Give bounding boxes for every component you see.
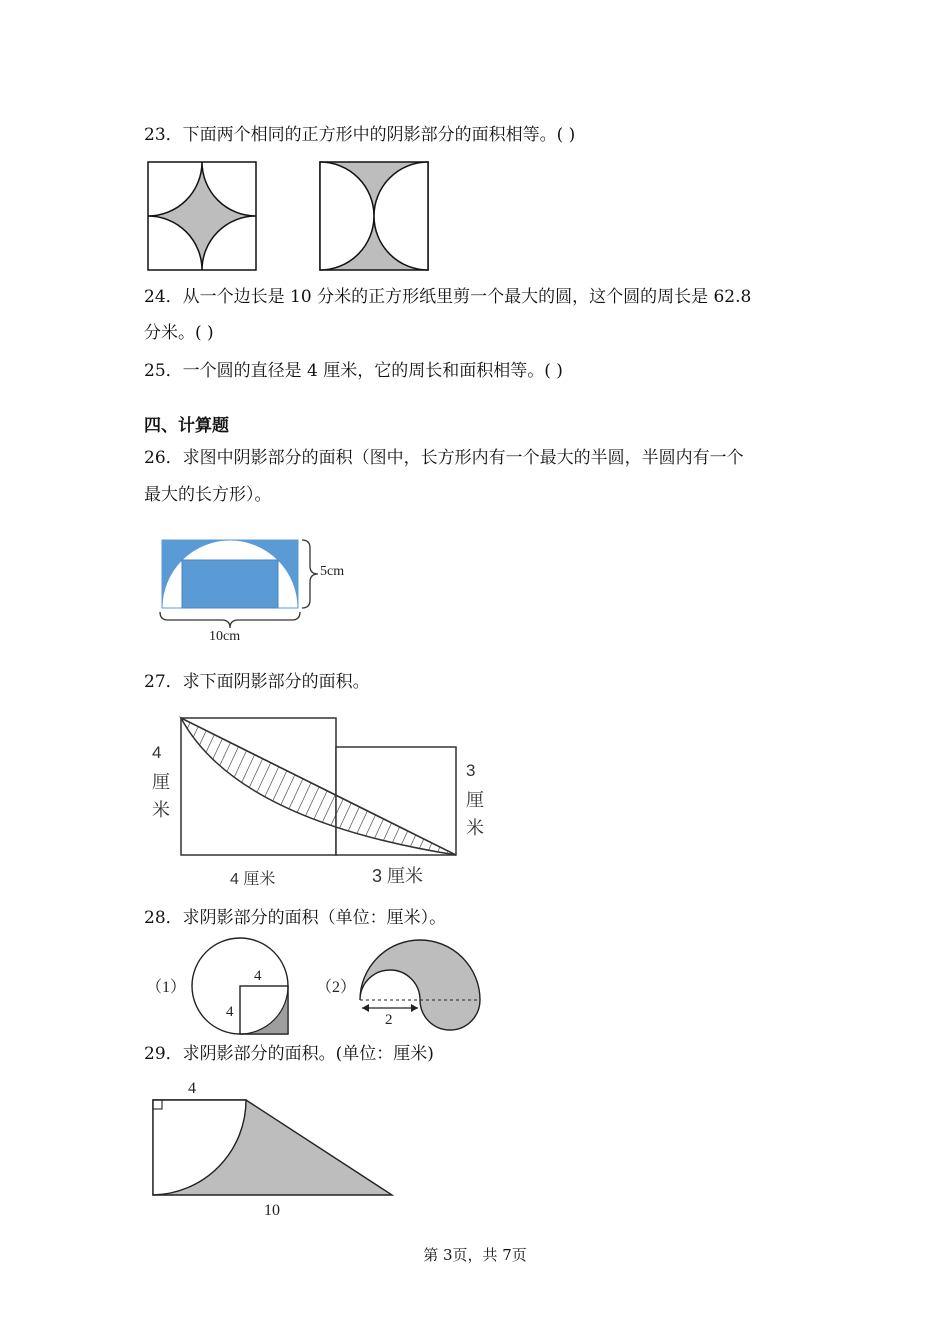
question-23: 23．下面两个相同的正方形中的阴影部分的面积相等。( ) [144,125,576,145]
question-26-line2: 最大的长方形）。 [144,485,272,505]
question-24-line1: 24．从一个边长是 10 分米的正方形纸里剪一个最大的圆，这个圆的周长是 62.8 [144,287,752,307]
fig27-bottom-left-label: 4 厘米 [230,871,276,888]
figure-23 [146,160,436,272]
question-29: 29．求阴影部分的面积。(单位：厘米) [144,1044,434,1064]
fig29-bottom-label: 10 [264,1202,280,1219]
fig28-side-left: 4 [226,1004,234,1020]
fig26-height-label: 5cm [320,564,345,579]
figure-26 [154,534,364,646]
fig27-right-label-3: 米 [466,818,484,838]
fig27-left-label-3: 米 [152,800,170,820]
question-27: 27．求下面阴影部分的面积。 [144,672,370,692]
fig28-side-top: 4 [254,968,262,984]
figure-29 [146,1076,406,1224]
fig27-bottom-right-label: 3 厘米 [372,866,424,886]
fig28-arrow-right [411,1004,418,1012]
question-24-line2: 分米。( ) [144,323,214,343]
fig27-left-label-1: 4 [152,743,162,762]
fig28-diameter-label: 2 [385,1012,393,1028]
figure-27 [146,710,496,892]
fig27-left-label-2: 厘 [152,772,170,792]
fig27-right-label-1: 3 [466,761,476,780]
question-28: 28．求阴影部分的面积（单位：厘米）。 [144,908,447,928]
fig28-part2-label: （2） [316,979,357,996]
question-26-line1: 26．求图中阴影部分的面积（图中，长方形内有一个最大的半圆，半圆内有一个 [144,448,744,468]
fig26-bottom-brace [160,612,300,628]
fig29-top-label: 4 [188,1080,196,1097]
section-heading: 四、计算题 [144,416,229,436]
fig28-shell-shape [360,940,480,1030]
fig26-right-brace [302,540,318,608]
fig27-right-label-2: 厘 [466,790,484,810]
fig28-part1-label: （1） [146,979,187,996]
question-25: 25．一个圆的直径是 4 厘米，它的周长和面积相等。( ) [144,361,563,381]
fig26-width-label: 10cm [209,629,241,644]
page-footer: 第 3页，共 7页 [423,1246,527,1264]
fig26-inner-rect [182,560,278,608]
fig28-arrow-left [362,1004,369,1012]
figure-28 [144,938,494,1034]
